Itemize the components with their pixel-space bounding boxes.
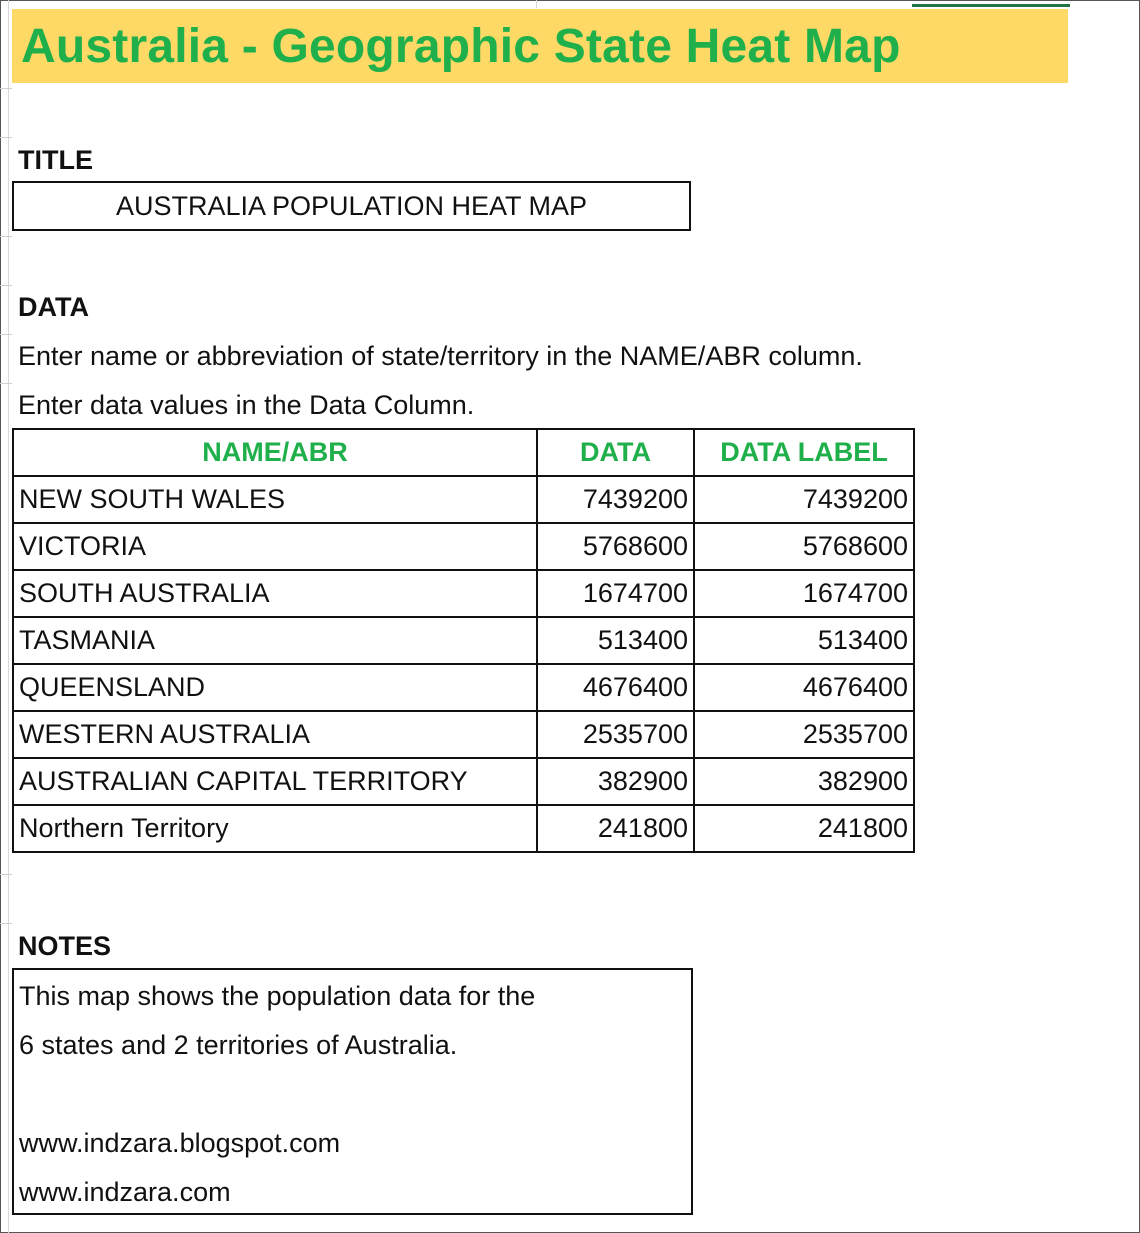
state-name-cell[interactable]: AUSTRALIAN CAPITAL TERRITORY [13, 758, 537, 805]
column-gridline [8, 0, 9, 1233]
table-header-row [13, 429, 914, 476]
table-row [13, 758, 914, 805]
table-row [13, 570, 914, 617]
table-row [13, 805, 914, 852]
notes-link-blogspot[interactable]: www.indzara.blogspot.com [19, 1128, 341, 1158]
data-instruction-2: Enter data values in the Data Column. [18, 390, 475, 420]
data-label-cell[interactable]: 513400 [694, 617, 914, 664]
data-table [12, 428, 915, 853]
data-label-cell[interactable]: 382900 [694, 758, 914, 805]
header-data[interactable]: DATA [537, 429, 694, 476]
data-label-cell[interactable]: 4676400 [694, 664, 914, 711]
row-gridline [0, 137, 12, 138]
row-gridline [0, 923, 12, 924]
state-name-cell[interactable]: VICTORIA [13, 523, 537, 570]
column-gridline [536, 0, 537, 8]
table-row [13, 664, 914, 711]
data-label-cell[interactable]: 5768600 [694, 523, 914, 570]
data-value-cell[interactable]: 1674700 [537, 570, 694, 617]
chart-title-value: AUSTRALIA POPULATION HEAT MAP [115, 191, 588, 221]
data-value-cell[interactable]: 4676400 [537, 664, 694, 711]
data-value-cell[interactable]: 241800 [537, 805, 694, 852]
row-gridline [0, 236, 12, 237]
state-name-cell[interactable]: NEW SOUTH WALES [13, 476, 537, 523]
data-value-cell[interactable]: 7439200 [537, 476, 694, 523]
page-title: Australia - Geographic State Heat Map [21, 20, 901, 73]
data-label-cell[interactable]: 2535700 [694, 711, 914, 758]
notes-link-indzara[interactable]: www.indzara.com [19, 1177, 231, 1207]
row-gridline [0, 874, 12, 875]
header-data-label[interactable]: DATA LABEL [694, 429, 914, 476]
row-gridline [0, 285, 12, 286]
state-name-cell[interactable]: SOUTH AUSTRALIA [13, 570, 537, 617]
table-row [13, 617, 914, 664]
data-value-cell[interactable]: 513400 [537, 617, 694, 664]
state-name-cell[interactable]: TASMANIA [13, 617, 537, 664]
data-label-cell[interactable]: 7439200 [694, 476, 914, 523]
data-instruction-1: Enter name or abbreviation of state/territory in the NAME/ABR column. [18, 341, 863, 371]
table-row [13, 711, 914, 758]
selected-cell-indicator[interactable] [912, 4, 1070, 7]
notes-line-1: This map shows the population data for the [19, 981, 536, 1011]
table-row [13, 476, 914, 523]
notes-cell[interactable] [12, 968, 693, 1215]
row-gridline [0, 88, 12, 89]
title-section-label: TITLE [18, 145, 93, 175]
data-label-cell[interactable]: 1674700 [694, 570, 914, 617]
state-name-cell[interactable]: WESTERN AUSTRALIA [13, 711, 537, 758]
notes-section-label: NOTES [18, 931, 112, 961]
row-gridline [0, 383, 12, 384]
data-label-cell[interactable]: 241800 [694, 805, 914, 852]
data-section-label: DATA [18, 292, 89, 322]
row-gridline [0, 334, 12, 335]
title-banner[interactable] [12, 9, 1068, 83]
data-value-cell[interactable]: 2535700 [537, 711, 694, 758]
chart-title-cell[interactable] [12, 181, 691, 231]
data-value-cell[interactable]: 5768600 [537, 523, 694, 570]
header-name-abr[interactable]: NAME/ABR [13, 429, 537, 476]
data-value-cell[interactable]: 382900 [537, 758, 694, 805]
notes-line-2: 6 states and 2 territories of Australia. [19, 1030, 458, 1060]
table-row [13, 523, 914, 570]
state-name-cell[interactable]: QUEENSLAND [13, 664, 537, 711]
state-name-cell[interactable]: Northern Territory [13, 805, 537, 852]
